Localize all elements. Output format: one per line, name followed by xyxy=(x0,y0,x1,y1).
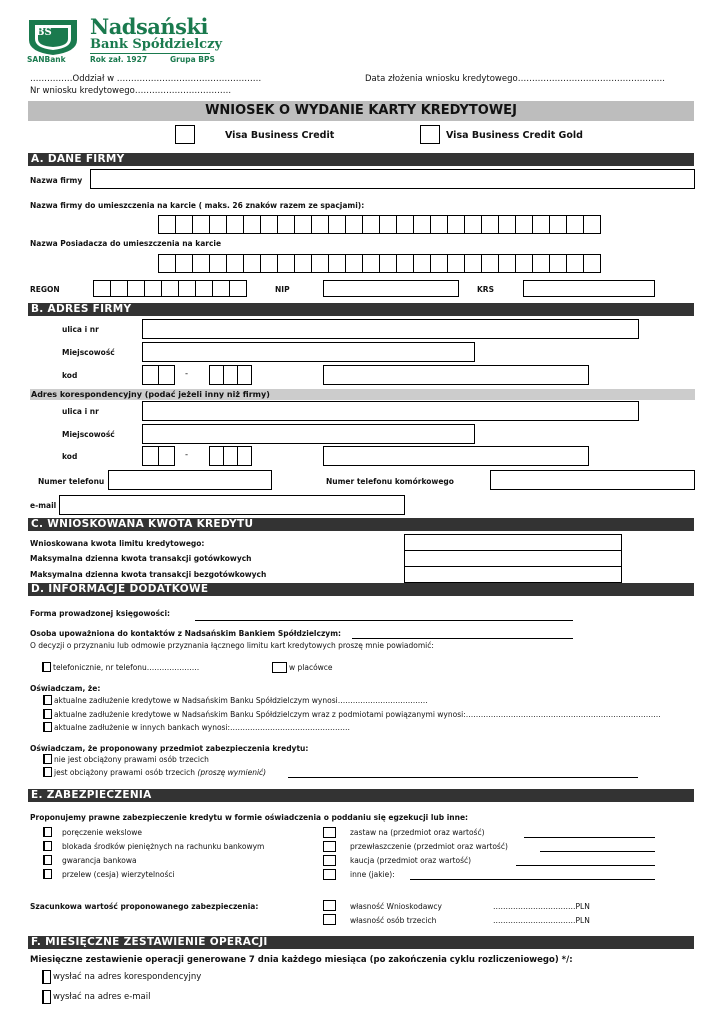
security-right-checkbox-2[interactable] xyxy=(323,841,336,852)
char-cell[interactable] xyxy=(237,446,252,466)
visa-business-credit-gold-checkbox[interactable] xyxy=(420,125,440,144)
char-cell[interactable] xyxy=(481,254,499,273)
email-label: e-mail xyxy=(30,501,57,510)
char-cell[interactable] xyxy=(430,254,448,273)
char-cell[interactable] xyxy=(481,215,499,234)
krs-label: KRS xyxy=(477,285,494,294)
corr-postal-code-dash: - xyxy=(185,450,189,460)
bank-logo-shield-icon xyxy=(27,18,79,56)
section-e-header: E. ZABEZPIECZENIA xyxy=(28,789,694,802)
contact-person-label: Osoba upoważniona do kontaktów z Nadsańskim Bankiem Spółdzielczym: xyxy=(30,629,342,638)
application-date-field[interactable]: Data złożenia wniosku kredytowego……………………………………………. xyxy=(365,74,665,84)
security-left-checkbox-4[interactable] xyxy=(43,869,52,879)
security-declaration-label: Oświadczam, że proponowany przedmiot zabezpieczenia kredytu: xyxy=(30,744,309,753)
char-cell[interactable] xyxy=(464,254,482,273)
security-right-checkbox-4[interactable] xyxy=(323,869,336,880)
char-cell[interactable] xyxy=(229,280,247,297)
char-cell[interactable] xyxy=(566,215,584,234)
char-cell[interactable] xyxy=(515,254,533,273)
char-cell[interactable] xyxy=(142,365,159,385)
visa-business-credit-gold-label: Visa Business Credit Gold xyxy=(446,130,583,141)
corr-postal-city-input[interactable] xyxy=(323,446,589,466)
char-cell[interactable] xyxy=(566,254,584,273)
own-third-checkbox[interactable] xyxy=(323,914,336,925)
send-to-email-label: wysłać na adres e-mail xyxy=(53,992,151,1002)
char-cell[interactable] xyxy=(311,254,329,273)
postal-code-dash: - xyxy=(185,369,189,379)
decision-notice-label: O decyzji o przyznaniu lub odmowie przyznania łącznego limitu kart kredytowych proszę mnie powiadomić: xyxy=(30,641,434,650)
char-cell[interactable] xyxy=(277,215,295,234)
own-applicant-label: własność Wnioskodawcy xyxy=(350,902,442,911)
char-cell[interactable] xyxy=(532,254,550,273)
char-cell[interactable] xyxy=(209,254,227,273)
company-name-input[interactable] xyxy=(90,169,695,189)
char-cell[interactable] xyxy=(175,254,193,273)
security-estimate-label: Szacunkowa wartość proponowanego zabezpieczenia: xyxy=(30,902,259,911)
postal-code-label: kod xyxy=(62,371,78,380)
visa-business-credit-checkbox[interactable] xyxy=(175,125,195,144)
cash-limit-input[interactable] xyxy=(404,550,622,567)
visa-business-credit-label: Visa Business Credit xyxy=(225,130,335,141)
company-name-card-cells[interactable] xyxy=(158,215,600,234)
correspondence-address-header: Adres korespondencyjny (podać jeżeli inny niż firmy) xyxy=(30,389,695,400)
char-cell[interactable] xyxy=(498,215,516,234)
char-cell[interactable] xyxy=(243,254,261,273)
security-left-label-4: przelew (cesja) wierzytelności xyxy=(62,870,175,879)
contact-person-line[interactable] xyxy=(352,638,573,639)
char-cell[interactable] xyxy=(175,215,193,234)
char-cell[interactable] xyxy=(362,215,380,234)
char-cell[interactable] xyxy=(144,280,162,297)
security-left-label-1: poręczenie wekslowe xyxy=(62,828,142,837)
char-cell[interactable] xyxy=(277,254,295,273)
phone-input[interactable] xyxy=(108,470,272,490)
notify-in-branch-checkbox[interactable] xyxy=(272,662,287,673)
corr-postal-code-part1[interactable] xyxy=(142,446,174,466)
char-cell[interactable] xyxy=(142,446,159,466)
accounting-form-line[interactable] xyxy=(195,620,573,621)
char-cell[interactable] xyxy=(260,215,278,234)
char-cell[interactable] xyxy=(583,215,601,234)
char-cell[interactable] xyxy=(447,254,465,273)
regon-cells[interactable] xyxy=(93,280,246,297)
sanbank-label: SANBank xyxy=(27,55,66,64)
holder-name-card-label: Nazwa Posiadacza do umieszczenia na karcie xyxy=(30,239,222,248)
security-left-checkbox-2[interactable] xyxy=(43,841,52,851)
char-cell[interactable] xyxy=(413,215,431,234)
security-right-checkbox-1[interactable] xyxy=(323,827,336,838)
holder-name-card-cells[interactable] xyxy=(158,254,600,273)
char-cell[interactable] xyxy=(294,254,312,273)
branch-field[interactable]: ……………Oddział w …………………………………………… xyxy=(30,74,262,84)
city-input[interactable] xyxy=(142,342,475,362)
char-cell[interactable] xyxy=(362,254,380,273)
nip-input[interactable] xyxy=(323,280,459,297)
corr-city-label: Miejscowość xyxy=(62,430,115,439)
krs-input[interactable] xyxy=(523,280,655,297)
own-third-label: własność osób trzecich xyxy=(350,916,437,925)
corr-street-label: ulica i nr xyxy=(62,407,99,416)
street-input[interactable] xyxy=(142,319,639,339)
security-right-checkbox-3[interactable] xyxy=(323,855,336,866)
credit-limit-label: Wnioskowana kwota limitu kredytowego: xyxy=(30,539,205,548)
debt2-label: aktualne zadłużenie kredytowe w Nadsańskim Banku Spółdzielczym wraz z podmiotami powiązanymi wynosi:…………………………………………………………………… xyxy=(54,710,661,719)
char-cell[interactable] xyxy=(430,215,448,234)
founded-label: Rok zał. 1927 xyxy=(90,55,148,64)
corr-city-input[interactable] xyxy=(142,424,475,444)
char-cell[interactable] xyxy=(498,254,516,273)
section-f-header: F. MIESIĘCZNE ZESTAWIENIE OPERACJI xyxy=(28,936,694,949)
corr-street-input[interactable] xyxy=(142,401,639,421)
encumbered-checkbox[interactable] xyxy=(43,767,52,777)
security-right-label-4: inne (jakie): xyxy=(350,870,395,879)
char-cell[interactable] xyxy=(209,215,227,234)
char-cell[interactable] xyxy=(260,254,278,273)
security-right-line-3[interactable] xyxy=(516,865,655,866)
char-cell[interactable] xyxy=(413,254,431,273)
debt2-checkbox[interactable] xyxy=(43,709,52,719)
char-cell[interactable] xyxy=(447,215,465,234)
section-d-header: D. INFORMACJE DODATKOWE xyxy=(28,583,694,596)
debt1-label: aktualne zadłużenie kredytowe w Nadsańskim Banku Spółdzielczym wynosi……………………………… xyxy=(54,696,428,705)
send-to-address-checkbox[interactable] xyxy=(42,970,51,984)
encumbered-details-line[interactable] xyxy=(288,777,638,778)
own-third-pln[interactable]: ……………………………PLN xyxy=(493,916,590,925)
char-cell[interactable] xyxy=(192,215,210,234)
security-right-line-4[interactable] xyxy=(410,879,655,880)
debt1-checkbox[interactable] xyxy=(43,695,52,705)
char-cell[interactable] xyxy=(158,215,176,234)
char-cell[interactable] xyxy=(345,215,363,234)
city-label: Miejscowość xyxy=(62,348,115,357)
char-cell[interactable] xyxy=(93,280,111,297)
encumbered-label: jest obciążony prawami osób trzecich (proszę wymienić) xyxy=(54,768,267,777)
statement-intro-label: Miesięczne zestawienie operacji generowane 7 dnia każdego miesiąca (po zakończenia cyklu rozliczeniowego) */: xyxy=(30,955,573,965)
corr-postal-code-label: kod xyxy=(62,452,78,461)
logo-badge-text: BS xyxy=(36,27,52,38)
char-cell[interactable] xyxy=(178,280,196,297)
char-cell[interactable] xyxy=(549,215,567,234)
char-cell[interactable] xyxy=(110,280,128,297)
char-cell[interactable] xyxy=(464,215,482,234)
send-to-address-label: wysłać na adres korespondencyjny xyxy=(53,972,202,982)
char-cell[interactable] xyxy=(379,215,397,234)
char-cell[interactable] xyxy=(158,254,176,273)
char-cell[interactable] xyxy=(161,280,179,297)
corr-postal-code-part2[interactable] xyxy=(209,446,251,466)
char-cell[interactable] xyxy=(294,215,312,234)
char-cell[interactable] xyxy=(396,215,414,234)
char-cell[interactable] xyxy=(226,254,244,273)
own-applicant-pln[interactable]: ……………………………PLN xyxy=(493,902,590,911)
char-cell[interactable] xyxy=(195,280,213,297)
security-right-label-3: kaucja (przedmiot oraz wartość) xyxy=(350,856,472,865)
street-label: ulica i nr xyxy=(62,325,99,334)
char-cell[interactable] xyxy=(396,254,414,273)
security-right-label-2: przewłaszczenie (przedmiot oraz wartość) xyxy=(350,842,508,851)
not-encumbered-checkbox[interactable] xyxy=(43,754,52,764)
postal-code-part1[interactable] xyxy=(142,365,174,385)
noncash-limit-label: Maksymalna dzienna kwota transakcji bezgotówkowych xyxy=(30,570,267,579)
form-title: WNIOSEK O WYDANIE KARTY KREDYTOWEJ xyxy=(28,101,694,121)
char-cell[interactable] xyxy=(192,254,210,273)
postal-code-part2[interactable] xyxy=(209,365,251,385)
section-b-header: B. ADRES FIRMY xyxy=(28,303,694,316)
char-cell[interactable] xyxy=(212,280,230,297)
accounting-form-label: Forma prowadzonej księgowości: xyxy=(30,609,171,618)
security-left-checkbox-3[interactable] xyxy=(43,855,52,865)
notify-by-phone-label: telefonicznie, nr telefonu………………… xyxy=(53,663,200,672)
char-cell[interactable] xyxy=(127,280,145,297)
notify-by-phone-checkbox[interactable] xyxy=(42,662,51,672)
own-applicant-checkbox[interactable] xyxy=(323,900,336,911)
security-right-line-2[interactable] xyxy=(540,851,655,852)
postal-city-input[interactable] xyxy=(323,365,589,385)
char-cell[interactable] xyxy=(328,215,346,234)
security-left-label-3: gwarancja bankowa xyxy=(62,856,137,865)
credit-limit-input[interactable] xyxy=(404,534,622,551)
char-cell[interactable] xyxy=(223,446,238,466)
bank-name-line2: Bank Spółdzielczy xyxy=(90,37,223,52)
char-cell[interactable] xyxy=(243,215,261,234)
security-intro-label: Proponujemy prawne zabezpieczenie kredytu w formie oświadczenia o poddaniu się egzekucji lub inne: xyxy=(30,813,469,822)
char-cell[interactable] xyxy=(158,365,175,385)
cash-limit-label: Maksymalna dzienna kwota transakcji gotówkowych xyxy=(30,554,252,563)
char-cell[interactable] xyxy=(549,254,567,273)
debt3-checkbox[interactable] xyxy=(43,722,52,732)
char-cell[interactable] xyxy=(532,215,550,234)
mobile-input[interactable] xyxy=(490,470,695,490)
bank-name-line1: Nadsański xyxy=(90,14,209,39)
char-cell[interactable] xyxy=(345,254,363,273)
security-left-label-2: blokada środków pieniężnych na rachunku bankowym xyxy=(62,842,265,851)
char-cell[interactable] xyxy=(209,365,224,385)
security-right-line-1[interactable] xyxy=(524,837,655,838)
noncash-limit-input[interactable] xyxy=(404,566,622,583)
char-cell[interactable] xyxy=(209,446,224,466)
security-left-checkbox-1[interactable] xyxy=(43,827,52,837)
char-cell[interactable] xyxy=(311,215,329,234)
char-cell[interactable] xyxy=(515,215,533,234)
not-encumbered-label: nie jest obciążony prawami osób trzecich xyxy=(54,755,209,764)
debt3-label: aktualne zadłużenie w innych bankach wynosi:………………………………………… xyxy=(54,723,351,732)
application-number-field[interactable]: Nr wniosku kredytowego……………………………. xyxy=(30,86,232,96)
phone-label: Numer telefonu xyxy=(38,477,105,486)
company-name-label: Nazwa firmy xyxy=(30,176,83,185)
group-label: Grupa BPS xyxy=(170,55,215,64)
company-name-card-label: Nazwa firmy do umieszczenia na karcie ( maks. 26 znaków razem ze spacjami): xyxy=(30,201,365,210)
regon-label: REGON xyxy=(30,285,60,294)
char-cell[interactable] xyxy=(226,215,244,234)
mobile-label: Numer telefonu komórkowego xyxy=(326,477,454,486)
char-cell[interactable] xyxy=(223,365,238,385)
char-cell[interactable] xyxy=(583,254,601,273)
declaration-label: Oświadczam, że: xyxy=(30,684,101,693)
nip-label: NIP xyxy=(275,285,290,294)
email-input[interactable] xyxy=(59,495,405,515)
char-cell[interactable] xyxy=(237,365,252,385)
notify-in-branch-label: w placówce xyxy=(289,663,333,672)
section-a-header: A. DANE FIRMY xyxy=(28,153,694,166)
char-cell[interactable] xyxy=(158,446,175,466)
char-cell[interactable] xyxy=(379,254,397,273)
char-cell[interactable] xyxy=(328,254,346,273)
security-right-label-1: zastaw na (przedmiot oraz wartość) xyxy=(350,828,485,837)
section-c-header: C. WNIOSKOWANA KWOTA KREDYTU xyxy=(28,518,694,531)
send-to-email-checkbox[interactable] xyxy=(42,990,51,1004)
